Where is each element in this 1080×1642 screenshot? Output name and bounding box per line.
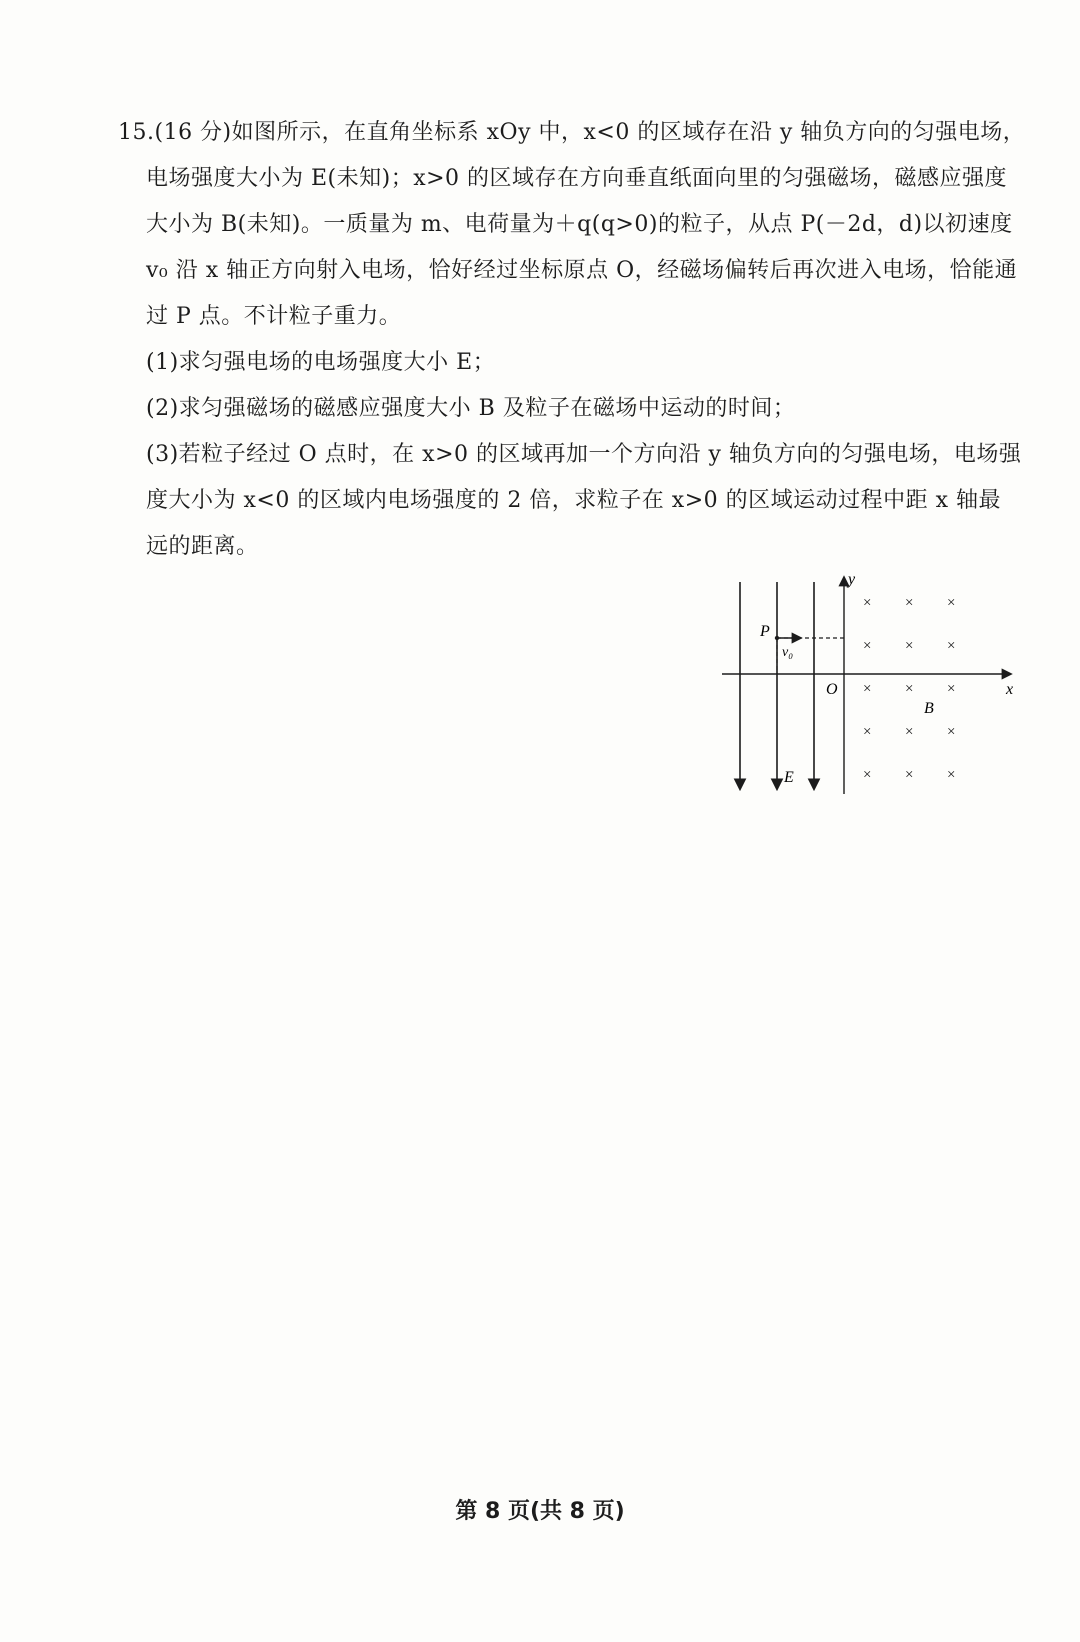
velocity-label: v₀	[782, 645, 794, 660]
cross: ×	[863, 724, 872, 740]
cross: ×	[947, 681, 956, 697]
e-field-label: E	[784, 769, 794, 786]
cross: ×	[947, 595, 956, 611]
point-p-label: P	[760, 623, 770, 640]
cross: ×	[905, 767, 914, 783]
cross: ×	[905, 681, 914, 697]
question-2: (2)求匀强磁场的磁感应强度大小 B 及粒子在磁场中运动的时间；	[146, 396, 796, 421]
cross: ×	[863, 767, 872, 783]
problem-line-4: v₀ 沿 x 轴正方向射入电场，恰好经过坐标原点 O，经磁场偏转后再次进入电场，恰能通	[146, 258, 1018, 283]
y-axis-label: y	[848, 571, 856, 588]
question-3-line-2: 度大小为 x<0 的区域内电场强度的 2 倍，求粒子在 x>0 的区域运动过程中距 x 轴最	[146, 488, 1002, 513]
cross: ×	[905, 724, 914, 740]
point-p-dot	[775, 636, 779, 640]
b-field-crosses	[863, 595, 955, 783]
x-axis-label: x	[1006, 681, 1014, 698]
problem-line-2: 电场强度大小为 E(未知)；x>0 的区域存在方向垂直纸面向里的匀强磁场，磁感应强度	[146, 166, 1008, 191]
b-field-label: B	[924, 700, 934, 717]
question-1: (1)求匀强电场的电场强度大小 E；	[146, 350, 496, 375]
cross: ×	[947, 638, 956, 654]
cross: ×	[863, 595, 872, 611]
page-footer: 第 8 页(共 8 页)	[455, 1499, 625, 1524]
cross: ×	[947, 724, 956, 740]
cross: ×	[863, 681, 872, 697]
cross: ×	[905, 595, 914, 611]
problem-line-5: 过 P 点。不计粒子重力。	[146, 304, 402, 329]
question-3-line-3: 远的距离。	[146, 534, 259, 559]
cross: ×	[905, 638, 914, 654]
cross: ×	[947, 767, 956, 783]
origin-label: O	[826, 681, 838, 698]
problem-line-3: 大小为 B(未知)。一质量为 m、电荷量为＋q(q>0)的粒子，从点 P(－2d，d)以初速度	[146, 212, 1013, 237]
problem-line-1: 15.(16 分)如图所示，在直角坐标系 xOy 中，x<0 的区域存在沿 y 轴负方向的匀强电场，	[118, 120, 1026, 145]
field-diagram	[720, 566, 1020, 796]
question-3-line-1: (3)若粒子经过 O 点时，在 x>0 的区域再加一个方向沿 y 轴负方向的匀强电场，电场强	[146, 442, 1022, 467]
cross: ×	[863, 638, 872, 654]
